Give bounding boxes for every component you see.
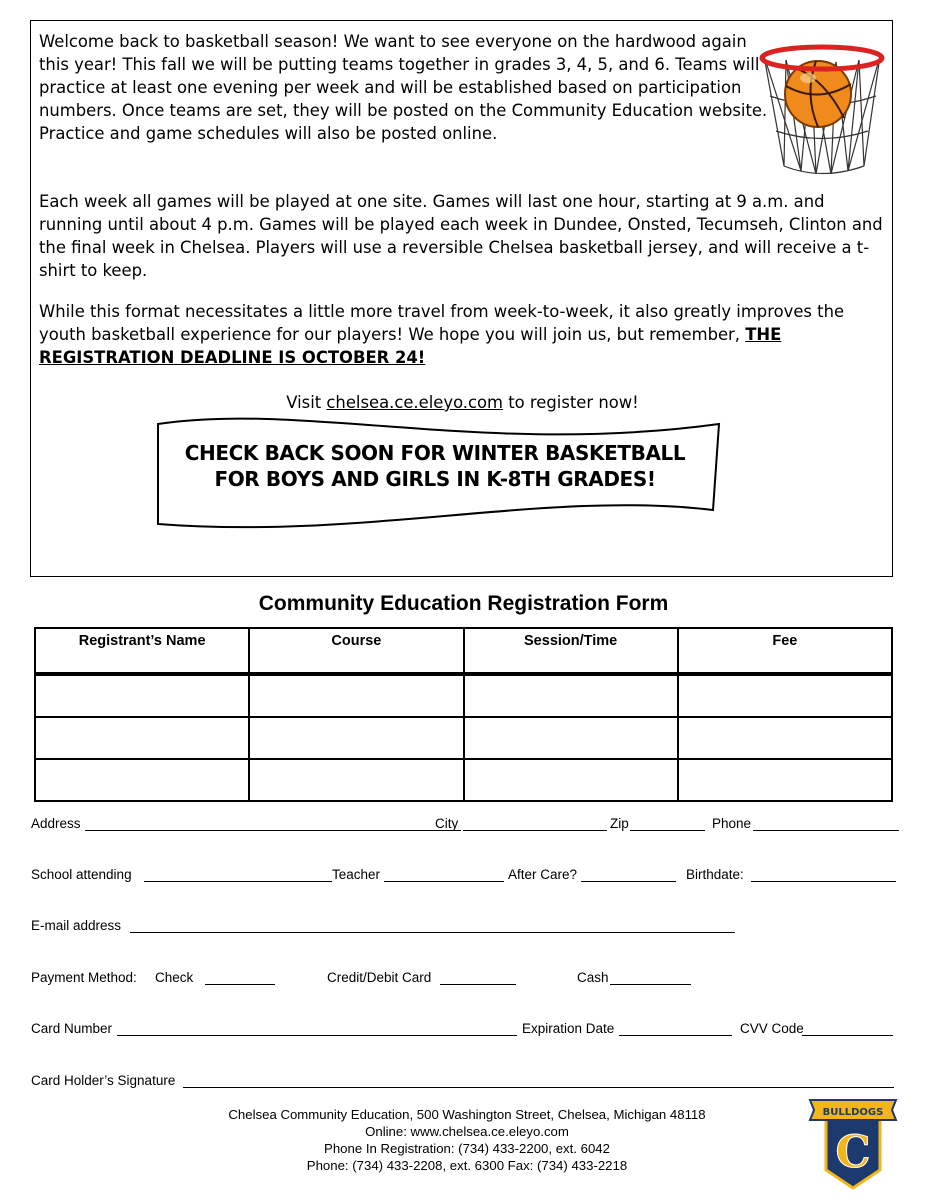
registration-deadline: THE REGISTRATION DEADLINE IS OCTOBER 24! (39, 325, 782, 367)
cash-field[interactable] (610, 970, 691, 985)
city-label: City (435, 816, 459, 831)
expiration-field[interactable] (619, 1021, 732, 1036)
address-label: Address (31, 816, 81, 831)
logo-text: BULLDOGS (822, 1107, 884, 1118)
registration-table (34, 627, 893, 802)
fee-cell[interactable] (678, 717, 892, 759)
intro-paragraph-1: Welcome back to basketball season! We want to see everyone on the hardwood again this year! This fall we will be putting teams together in grades 3, 4, 5, and 6. Teams will practice at least one evening per week and will be established based on participation numbers. Once teams are set, they will be posted on the Community Education website. Practice and game schedules will also be posted online. (39, 32, 768, 143)
address-field[interactable] (85, 816, 461, 831)
basketball-hoop-icon (756, 26, 886, 186)
phone-field[interactable] (753, 816, 899, 831)
visit-suffix: to register now! (503, 393, 639, 412)
bulldogs-logo-icon (808, 1092, 898, 1192)
table-row (35, 674, 892, 717)
check-field[interactable] (205, 970, 275, 985)
course-cell[interactable] (249, 674, 463, 717)
column-header-course: Course (249, 628, 463, 674)
intro-paragraph-3 (39, 300, 889, 369)
signature-field[interactable] (183, 1073, 894, 1088)
name-cell[interactable] (35, 717, 249, 759)
fee-cell[interactable] (678, 674, 892, 717)
registration-link[interactable]: chelsea.ce.eleyo.com (326, 393, 504, 412)
cvv-field[interactable] (802, 1021, 893, 1036)
footer-phone-registration: Phone In Registration: (734) 433-2200, ext. 6042 (324, 1141, 610, 1156)
credit-card-field[interactable] (440, 970, 516, 985)
footer-online[interactable]: Online: www.chelsea.ce.eleyo.com (365, 1124, 569, 1139)
after-care-field[interactable] (581, 867, 676, 882)
card-number-field[interactable] (117, 1021, 517, 1036)
expiration-label: Expiration Date (522, 1021, 615, 1036)
phone-label: Phone (712, 816, 752, 831)
intro-paragraph-2: Each week all games will be played at one site. Games will last one hour, starting at 9 a.m. and running until about 4 p.m. Games will be played each week in Dundee, Onsted, Tecumseh, Clinton and the final week in Chelsea. Players will use a reversible Chelsea basketball jersey, and will receive a t-shirt to keep. (39, 192, 883, 280)
payment-label: Payment Method: (31, 970, 137, 985)
school-label: School attending (31, 867, 132, 882)
footer-address: Chelsea Community Education, 500 Washington Street, Chelsea, Michigan 48118 (228, 1107, 706, 1122)
column-header-name: Registrant’s Name (35, 628, 249, 674)
city-field[interactable] (463, 816, 607, 831)
footer-contact (150, 1106, 784, 1174)
zip-field[interactable] (630, 816, 705, 831)
banner-text (125, 440, 745, 492)
table-row (35, 717, 892, 759)
check-label: Check (155, 970, 194, 985)
table-header-row (35, 628, 892, 674)
cash-label: Cash (577, 970, 609, 985)
name-cell[interactable] (35, 759, 249, 801)
session-cell[interactable] (464, 717, 678, 759)
after-care-label: After Care? (508, 867, 578, 882)
signature-label: Card Holder’s Signature (31, 1073, 176, 1088)
course-cell[interactable] (249, 759, 463, 801)
birthdate-label: Birthdate: (686, 867, 744, 882)
zip-label: Zip (610, 816, 629, 831)
card-number-label: Card Number (31, 1021, 113, 1036)
banner-line-2: FOR BOYS AND GIRLS IN K-8TH GRADES! (214, 467, 656, 491)
banner-line-1: CHECK BACK SOON FOR WINTER BASKETBALL (184, 441, 686, 465)
teacher-label: Teacher (332, 867, 381, 882)
session-cell[interactable] (464, 759, 678, 801)
email-field[interactable] (130, 918, 735, 933)
school-field[interactable] (144, 867, 332, 882)
birthdate-field[interactable] (751, 867, 896, 882)
footer-phone-fax: Phone: (734) 433-2208, ext. 6300 Fax: (734) 433-2218 (306, 1158, 628, 1173)
session-cell[interactable] (464, 674, 678, 717)
table-row (35, 759, 892, 801)
visit-prefix: Visit (286, 393, 327, 412)
teacher-field[interactable] (384, 867, 504, 882)
email-label: E-mail address (31, 918, 122, 933)
fee-cell[interactable] (678, 759, 892, 801)
form-title: Community Education Registration Form (258, 592, 669, 615)
name-cell[interactable] (35, 674, 249, 717)
course-cell[interactable] (249, 717, 463, 759)
cvv-label: CVV Code (740, 1021, 804, 1036)
logo-letter: C (835, 1127, 871, 1178)
intro-paragraph-3-text: While this format necessitates a little more travel from week-to-week, it also greatly improves the youth basketball experience for our players! We hope you will join us, but remember, (39, 302, 845, 344)
credit-card-label: Credit/Debit Card (327, 970, 432, 985)
column-header-fee: Fee (678, 628, 892, 674)
column-header-session: Session/Time (464, 628, 678, 674)
